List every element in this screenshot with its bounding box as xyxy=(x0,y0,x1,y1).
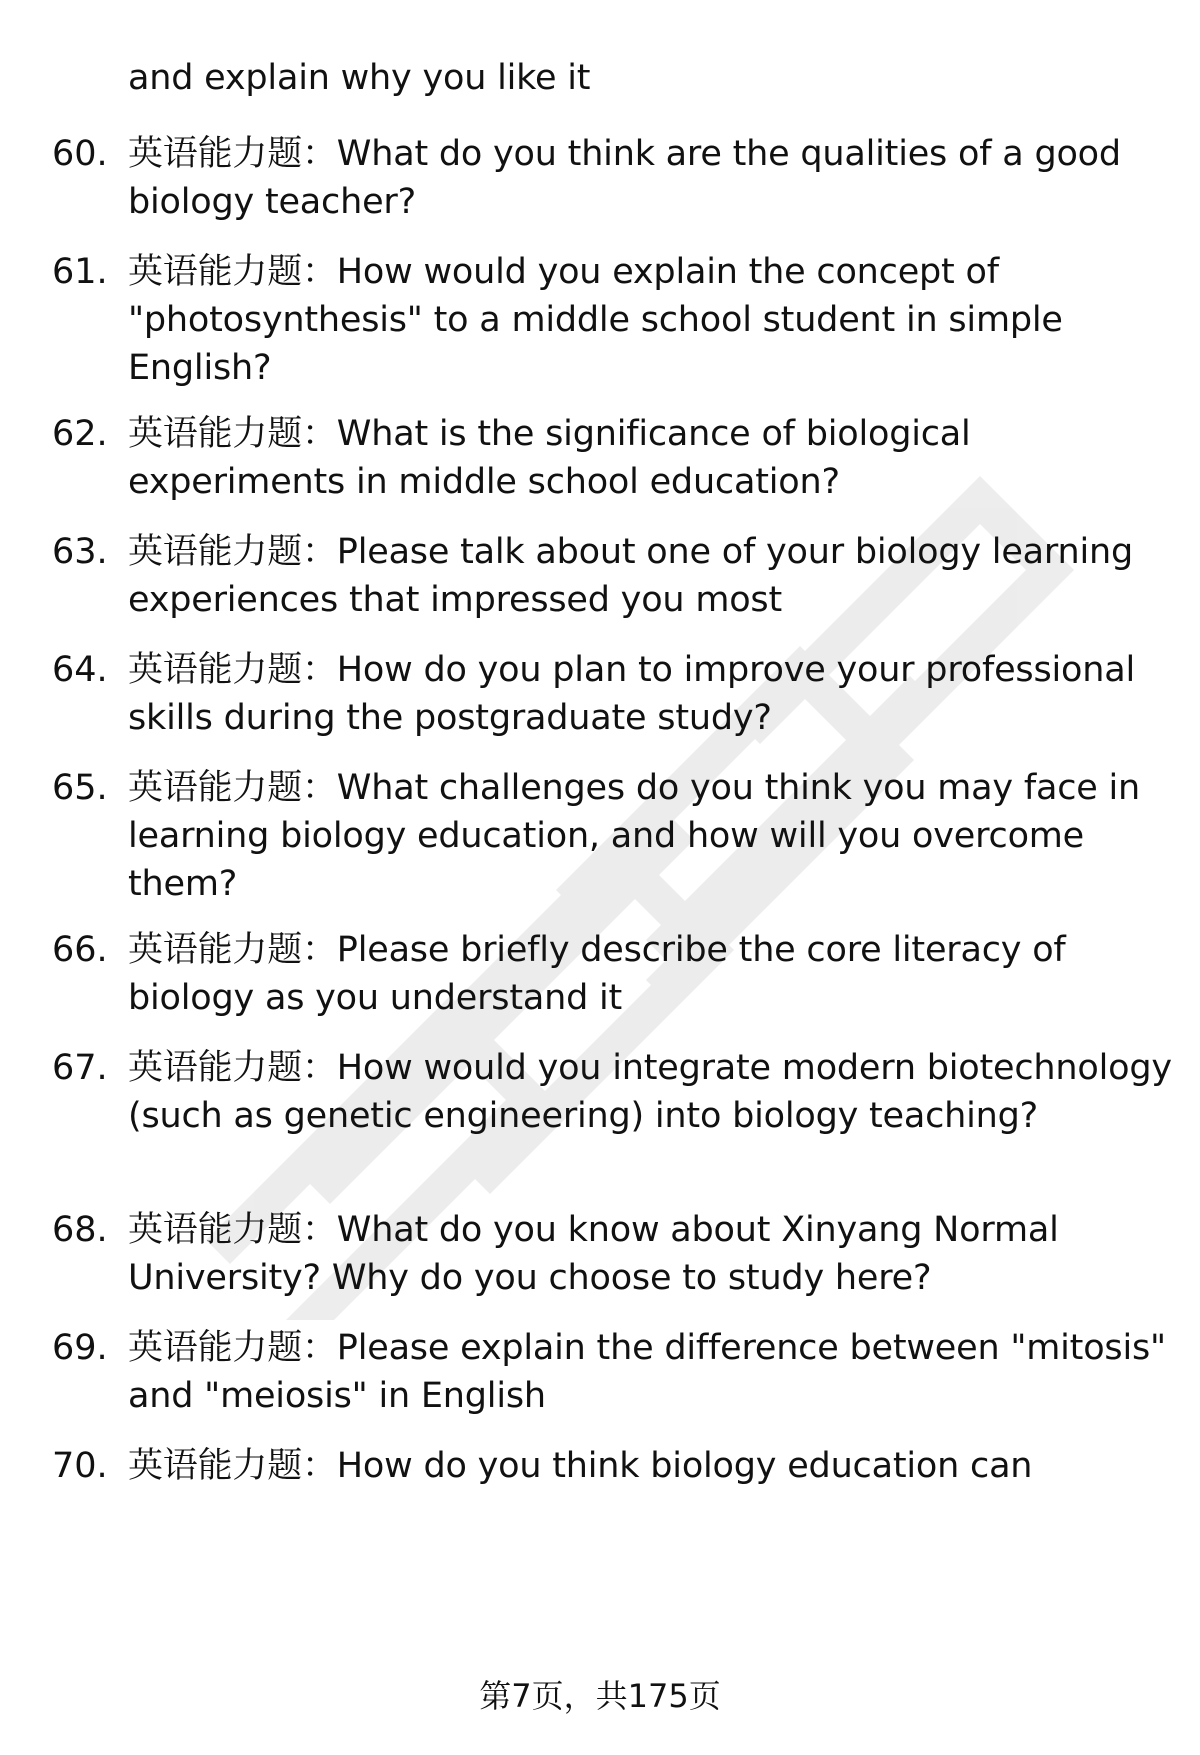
item-number: 65. xyxy=(52,768,108,808)
item-text: 英语能力题：Please explain the difference between "mitosis" and "meiosis" in English xyxy=(128,1328,1166,1416)
item-text: 英语能力题：What do you know about Xinyang Normal University? Why do you choose to study here? xyxy=(128,1210,1059,1298)
item-text: 英语能力题：What challenges do you think you may face in learning biology education, and how will you overcome them? xyxy=(128,768,1141,904)
page-footer: 第7页，共175页 xyxy=(479,1677,721,1715)
item-text: 英语能力题：How would you explain the concept of "photosynthesis" to a middle school student in simple English? xyxy=(128,252,1063,388)
item-number: 62. xyxy=(52,414,108,454)
item-number: 60. xyxy=(52,134,108,174)
item-text: 英语能力题：How do you plan to improve your professional skills during the postgraduate study? xyxy=(128,650,1135,738)
item-number: 64. xyxy=(52,650,108,690)
item-text: 英语能力题：How do you think biology education can xyxy=(128,1446,1033,1486)
item-number: 63. xyxy=(52,532,108,572)
item-number: 68. xyxy=(52,1210,108,1250)
item-text: 英语能力题：Please briefly describe the core literacy of biology as you understand it xyxy=(128,930,1066,1018)
item-number: 66. xyxy=(52,930,108,970)
item-number: 67. xyxy=(52,1048,108,1088)
item-text: 英语能力题：Please talk about one of your biology learning experiences that impressed you most xyxy=(128,532,1133,620)
lead-line: and explain why you like it xyxy=(128,58,591,98)
item-number: 70. xyxy=(52,1446,108,1486)
item-text: 英语能力题：What is the significance of biological experiments in middle school education? xyxy=(128,414,971,502)
item-text: 英语能力题：How would you integrate modern biotechnology (such as genetic engineering) into biology teaching? xyxy=(128,1048,1172,1136)
item-number: 69. xyxy=(52,1328,108,1368)
item-number: 61. xyxy=(52,252,108,292)
item-text: 英语能力题：What do you think are the qualities of a good biology teacher? xyxy=(128,134,1121,222)
